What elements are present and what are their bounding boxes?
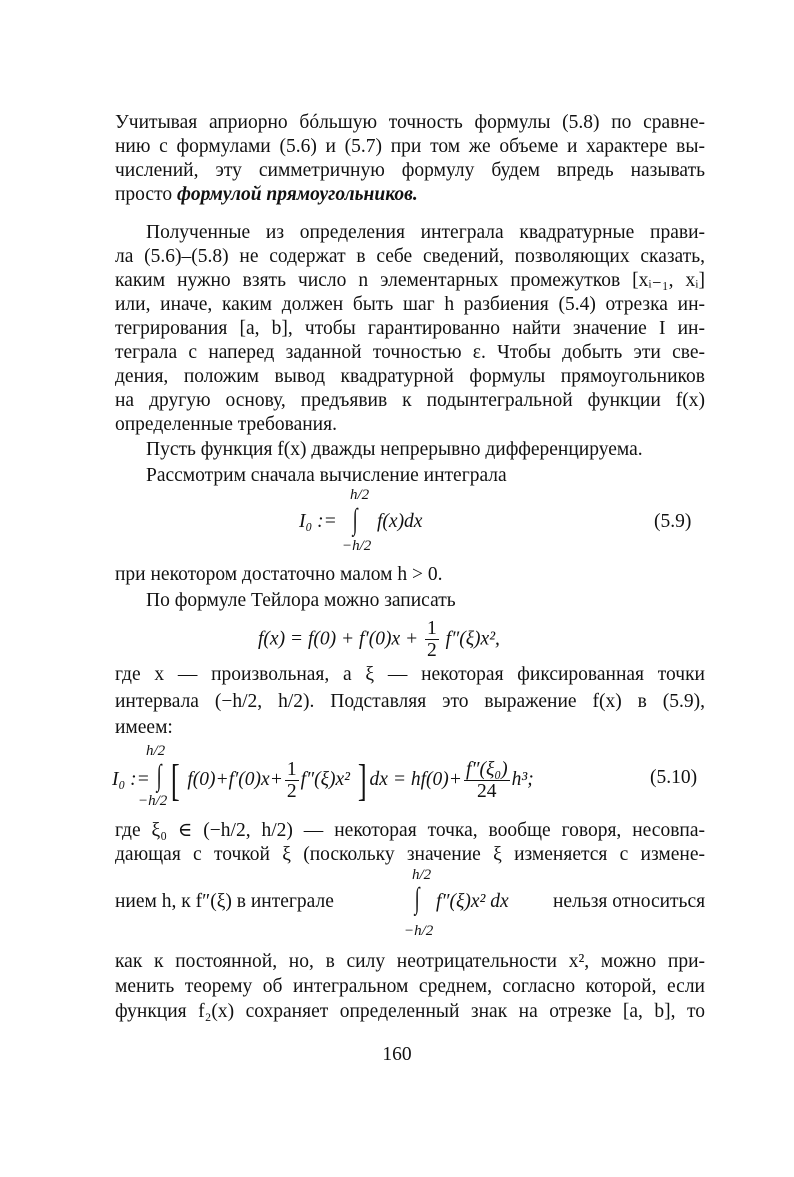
integral-sign: ∫ bbox=[414, 882, 420, 915]
lower-limit: −h/2 bbox=[138, 793, 168, 809]
formula-row bbox=[112, 755, 534, 805]
text-line: ла (5.6)–(5.8) не содержат в себе сведений, позволяющих сказать, bbox=[115, 246, 705, 267]
text-line: тегрирования [a, b], чтобы гарантированно найти значение I ин- bbox=[115, 318, 705, 339]
formula-part: dx = hf(0)+ bbox=[369, 769, 462, 790]
lower-limit: −h/2 bbox=[342, 538, 372, 554]
text-line: дающая с точкой ξ (поскольку значение ξ изменяется с измене- bbox=[115, 844, 705, 865]
formula-part: f″(ξ)x² bbox=[300, 769, 351, 790]
text-line: дения, положим вывод квадратурной формулы прямоугольников bbox=[115, 366, 705, 387]
text-line: при некотором достаточно малом h > 0. bbox=[115, 564, 443, 585]
formula-part: f(0)+f′(0)x+ bbox=[187, 769, 283, 790]
numerator: f″(ξ₀) bbox=[465, 758, 508, 780]
text-line: определенные требования. bbox=[115, 414, 337, 435]
lower-limit: −h/2 bbox=[404, 923, 434, 939]
upper-limit: h/2 bbox=[350, 487, 370, 503]
page-number: 160 bbox=[382, 1044, 412, 1065]
formula-lhs: I₀ := bbox=[112, 769, 150, 790]
formula-lhs: I₀ := bbox=[299, 511, 337, 532]
text-line: где ξ₀ ∈ (−h/2, h/2) — некоторая точка, вообще говоря, несовпа- bbox=[115, 820, 705, 841]
text-line: По формуле Тейлора можно записать bbox=[146, 590, 456, 611]
denominator: 2 bbox=[427, 640, 437, 662]
text-line: интервала (−h/2, h/2). Подставляя это выражение f(x) в (5.9), bbox=[115, 691, 705, 712]
formula-part: f″(ξ)x², bbox=[445, 628, 500, 650]
formula-body: f(x)dx bbox=[377, 511, 423, 532]
denominator: 2 bbox=[286, 781, 297, 803]
text-line bbox=[115, 183, 705, 207]
integral-sign: ∫ bbox=[352, 503, 358, 536]
text: нельзя относиться bbox=[553, 891, 706, 912]
formula-body: f″(ξ)x² dx bbox=[436, 891, 509, 912]
fraction bbox=[425, 618, 439, 662]
taylor-formula bbox=[258, 618, 500, 662]
text-line: или, иначе, каким должен быть шаг h разбиения (5.4) отрезка ин- bbox=[115, 294, 705, 315]
open-bracket: [ bbox=[170, 755, 180, 805]
text-line: имеем: bbox=[115, 717, 173, 738]
upper-limit: h/2 bbox=[412, 867, 432, 883]
text-line: Учитывая априорно бóльшую точность формулы (5.8) по сравне- bbox=[115, 112, 705, 133]
text-line: где x — произвольная, а ξ — некоторая фиксированная точки bbox=[115, 664, 705, 685]
text-line: Рассмотрим сначала вычисление интеграла bbox=[146, 465, 507, 486]
text-line: Полученные из определения интеграла квадратурные прави- bbox=[146, 222, 705, 243]
text: нием h, к f″(ξ) в интеграле bbox=[115, 891, 334, 912]
formula-part: f(x) = f(0) + f′(0)x + bbox=[258, 628, 419, 650]
text-line: на другую основу, предъявив к подынтегральной функции f(x) bbox=[115, 390, 705, 411]
fraction bbox=[285, 759, 299, 803]
text-line: функция f₂(x) сохраняет определенный знак на отрезке [a, b], то bbox=[115, 1001, 705, 1022]
text-line: каким нужно взять число n элементарных промежутков [xᵢ₋₁, xᵢ] bbox=[115, 270, 705, 291]
fraction bbox=[464, 759, 510, 803]
numerator: 1 bbox=[286, 758, 297, 780]
text-line: Пусть функция f(x) дважды непрерывно дифференцируема. bbox=[146, 439, 643, 460]
numerator: 1 bbox=[427, 618, 437, 639]
text-line: теграла с наперед заданной точностью ε. Чтобы добыть эти све- bbox=[115, 342, 705, 363]
close-bracket: ] bbox=[357, 755, 367, 805]
text-line: нию с формулами (5.6) и (5.7) при том же объеме и характере вы- bbox=[115, 136, 705, 157]
integral-sign: ∫ bbox=[156, 759, 162, 792]
text-line: как к постоянной, но, в силу неотрицательности x², можно при- bbox=[115, 951, 705, 972]
upper-limit: h/2 bbox=[146, 743, 166, 759]
denominator: 24 bbox=[477, 781, 497, 803]
text: просто bbox=[115, 184, 177, 205]
equation-number: (5.10) bbox=[650, 767, 698, 788]
text-line: менить теорему об интегральном среднем, согласно которой, если bbox=[115, 976, 705, 997]
text-line: числений, эту симметричную формулу будем впредь называть bbox=[115, 160, 705, 181]
emphasized-term: формулой прямоугольников. bbox=[176, 184, 418, 205]
formula-part: h³; bbox=[511, 769, 534, 790]
equation-number: (5.9) bbox=[654, 511, 692, 532]
